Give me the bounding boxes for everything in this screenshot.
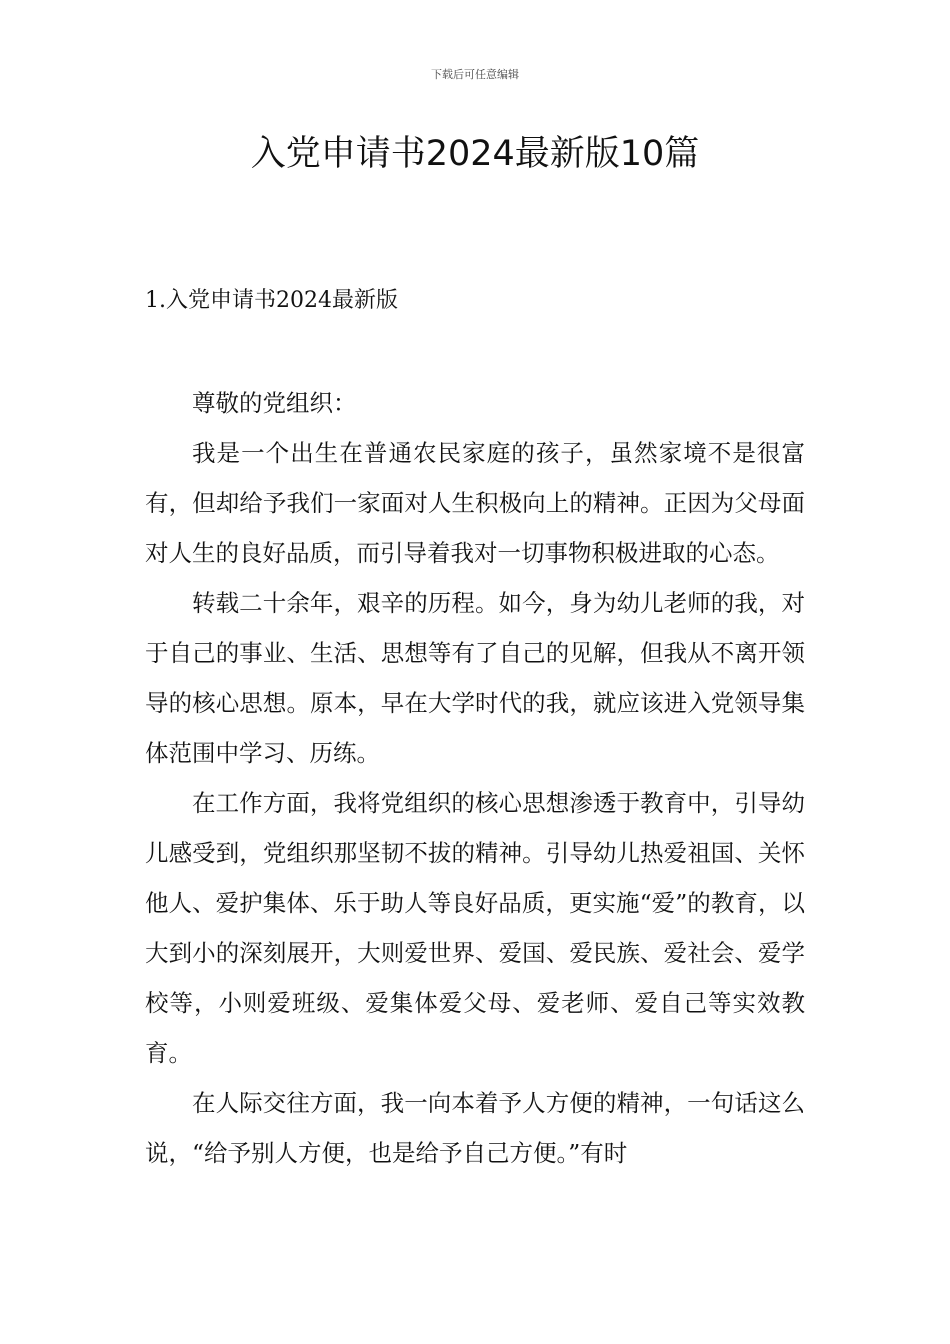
header-note: 下载后可任意编辑 — [431, 68, 519, 81]
section-heading: 1.入党申请书2024最新版 — [145, 288, 398, 313]
paragraph-3: 在工作方面，我将党组织的核心思想渗透于教育中，引导幼儿感受到，党组织那坚韧不拔的精神。引导幼儿热爱祖国、关怀他人、爱护集体、乐于助人等良好品质，更实施“爱”的教育，以大到小的深刻展开，大则爱世界、爱国、爱民族、爱社会、爱学校等，小则爱班级、爱集体爱父母、爱老师、爱自己等实效教育。 — [145, 789, 805, 1067]
document-title: 入党申请书2024最新版10篇 — [250, 134, 700, 174]
salutation: 尊敬的党组织： — [192, 389, 357, 417]
paragraph-4: 在人际交往方面，我一向本着予人方便的精神，一句话这么说，“给予别人方便，也是给予自己方便。”有时 — [145, 1089, 805, 1167]
paragraph-1: 我是一个出生在普通农民家庭的孩子，虽然家境不是很富有，但却给予我们一家面对人生积极向上的精神。正因为父母面对人生的良好品质，而引导着我对一切事物积极进取的心态。 — [145, 439, 805, 567]
document-body — [145, 378, 805, 1178]
paragraph-2: 转载二十余年，艰辛的历程。如今，身为幼儿老师的我，对于自己的事业、生活、思想等有了自己的见解，但我从不离开领导的核心思想。原本，早在大学时代的我，就应该进入党领导集体范围中学习、历练。 — [145, 589, 805, 767]
